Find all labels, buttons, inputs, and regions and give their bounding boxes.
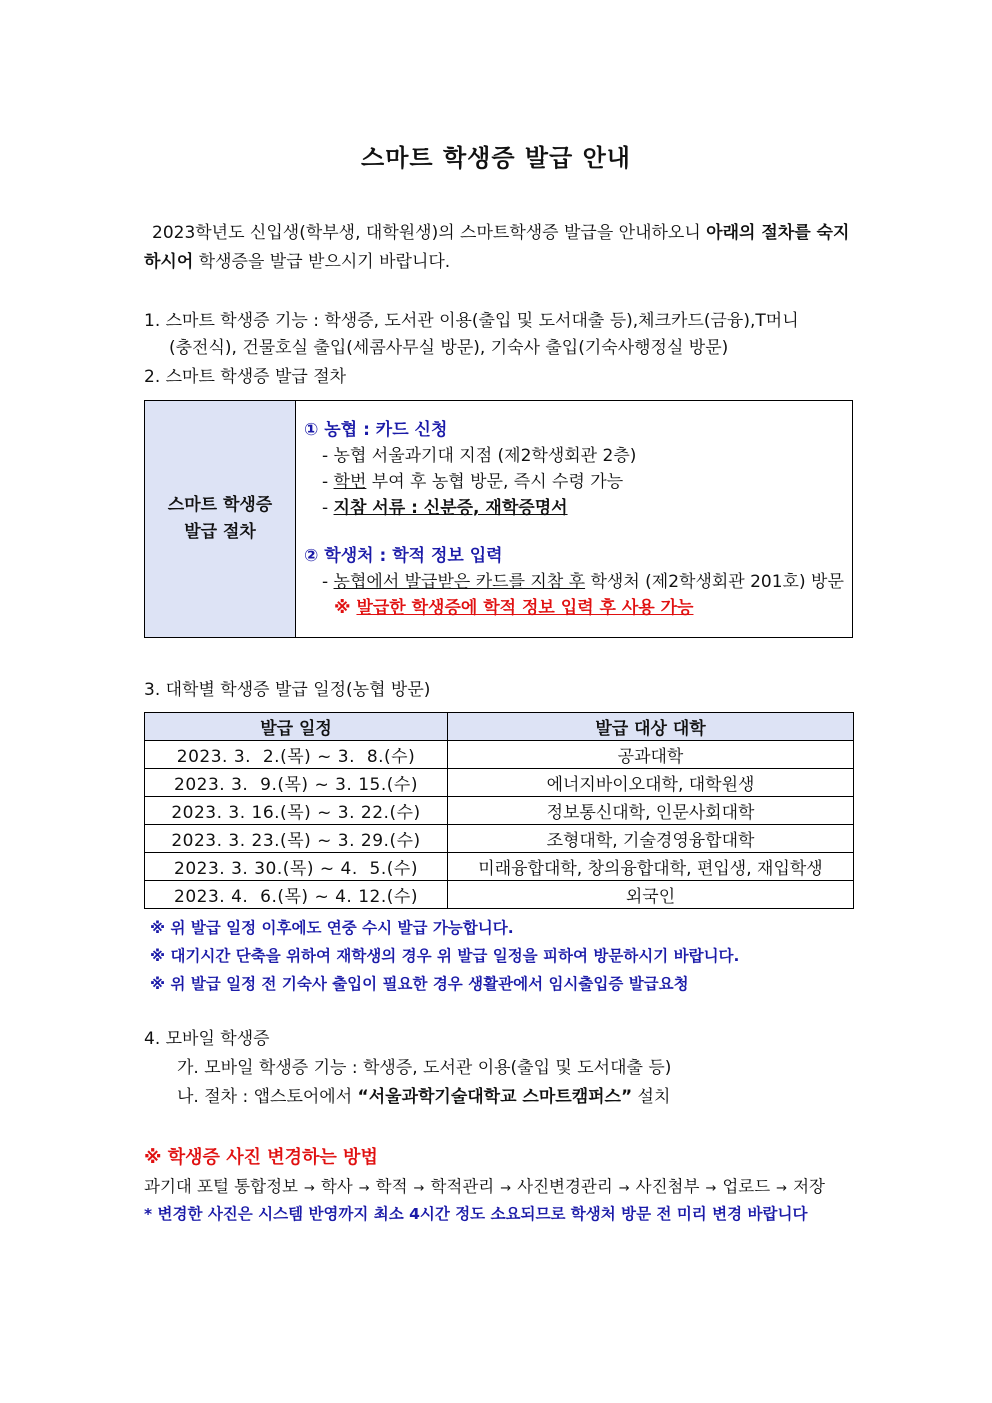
step-2-note-text: 발급한 학생증에 학적 정보 입력 후 사용 가능: [356, 598, 694, 618]
photo-change-path: [144, 1173, 825, 1197]
schedule-table: [144, 712, 854, 909]
step-2-title: ② 학생처 : 학적 정보 입력: [304, 546, 503, 566]
table-row: [145, 825, 854, 853]
arrow-right-icon: →: [413, 1181, 425, 1196]
schedule-notes: [150, 914, 850, 998]
table-row: [145, 853, 854, 881]
section-1: [144, 308, 856, 362]
section-4-item-na: [144, 1084, 856, 1111]
section-4-item-na-suffix: 설치: [632, 1087, 671, 1107]
arrow-right-icon: →: [776, 1181, 788, 1196]
schedule-header-college: 발급 대상 대학: [448, 713, 854, 741]
step-2-item-1-dash: -: [322, 572, 334, 592]
schedule-date: 2023. 3. 16.(목) ~ 3. 22.(수): [145, 797, 448, 825]
procedure-header-line-2: 발급 절차: [184, 522, 256, 542]
table-row: [145, 797, 854, 825]
path-step: 과기대 포털 통합정보: [144, 1177, 298, 1196]
section-4: [144, 1026, 856, 1111]
table-row: [145, 881, 854, 909]
step-2-note-mark: ※: [334, 598, 357, 618]
step-2-item-1: [304, 569, 844, 595]
section-1-line-2: (충전식), 건물호실 출입(세콤사무실 방문), 기숙사 출입(기숙사행정실 방문): [169, 338, 729, 358]
arrow-right-icon: →: [303, 1181, 315, 1196]
step-1-item-1: - 농협 서울과기대 지점 (제2학생회관 2층): [322, 446, 637, 466]
note-item: ※ 대기시간 단축을 위하여 재학생의 경우 위 발급 일정을 피하여 방문하시기 바랍니다.: [150, 947, 740, 965]
path-step: 학사: [320, 1177, 353, 1196]
step-1-item-2-dash: -: [322, 472, 334, 492]
arrow-right-icon: →: [500, 1181, 512, 1196]
page-title: 스마트 학생증 발급 안내: [361, 144, 631, 172]
schedule-college: 조형대학, 기술경영융합대학: [448, 825, 854, 853]
step-1-item-3-docs: 지참 서류 : 신분증, 재학증명서: [333, 498, 568, 518]
path-step: 업로드: [722, 1177, 771, 1196]
step-2-item-1-rest: 학생처 (제2학생회관 201호) 방문: [585, 572, 844, 592]
section-4-title: 4. 모바일 학생증: [144, 1029, 270, 1049]
step-1-item-2: [304, 469, 844, 495]
schedule-college: 공과대학: [448, 741, 854, 769]
section-4-item-ga: 가. 모바일 학생증 기능 : 학생증, 도서관 이용(출입 및 도서대출 등): [177, 1058, 672, 1078]
step-1-item-3: [304, 495, 844, 521]
schedule-date: 2023. 4. 6.(목) ~ 4. 12.(수): [145, 881, 448, 909]
procedure-header-cell: [145, 401, 296, 638]
section-4-item-na-prefix: 나. 절차 : 앱스토어에서: [177, 1087, 358, 1107]
app-name: “서울과학기술대학교 스마트캠퍼스”: [357, 1087, 633, 1107]
section-1-line-1: 1. 스마트 학생증 기능 : 학생증, 도서관 이용(출입 및 도서대출 등),체크카드(금융),T머니: [144, 311, 799, 331]
table-row: [145, 741, 854, 769]
path-step: 저장: [793, 1177, 825, 1196]
schedule-date: 2023. 3. 9.(목) ~ 3. 15.(수): [145, 769, 448, 797]
procedure-table: [144, 400, 853, 638]
path-step: 사진변경관리: [517, 1177, 613, 1196]
step-1-item-2-underlined: 학번: [333, 472, 367, 492]
section-3-title: 3. 대학별 학생증 발급 일정(농협 방문): [144, 680, 431, 700]
note-item: ※ 위 발급 일정 전 기숙사 출입이 필요한 경우 생활관에서 임시출입증 발급요청: [150, 975, 689, 993]
schedule-college: 에너지바이오대학, 대학원생: [448, 769, 854, 797]
path-step: 학적관리: [430, 1177, 495, 1196]
table-row: [145, 769, 854, 797]
intro-bold: 아래의 절차를 숙지하시어: [144, 223, 850, 272]
arrow-right-icon: →: [705, 1181, 717, 1196]
schedule-date: 2023. 3. 2.(목) ~ 3. 8.(수): [145, 741, 448, 769]
procedure-body-cell: [296, 401, 853, 638]
procedure-header-line-1: 스마트 학생증: [167, 495, 273, 515]
arrow-right-icon: →: [618, 1181, 630, 1196]
step-2-item-1-underlined: 농협에서 발급받은 카드를 지참 후: [333, 572, 586, 592]
path-step: 학적: [375, 1177, 408, 1196]
intro-paragraph: [144, 219, 854, 277]
intro-text-1: 2023학년도 신입생(학부생, 대학원생)의 스마트학생증 발급을 안내하오니: [152, 223, 707, 243]
path-step: 사진첨부: [635, 1177, 700, 1196]
step-2-note: [304, 595, 844, 621]
schedule-date: 2023. 3. 30.(목) ~ 4. 5.(수): [145, 853, 448, 881]
schedule-header-row: [145, 713, 854, 741]
schedule-college: 외국인: [448, 881, 854, 909]
step-1-item-3-dash: -: [322, 498, 334, 518]
schedule-college: 미래융합대학, 창의융합대학, 편입생, 재입학생: [448, 853, 854, 881]
note-item: ※ 위 발급 일정 이후에도 연중 수시 발급 가능합니다.: [150, 919, 514, 937]
intro-text-2: 학생증을 발급 받으시기 바랍니다.: [193, 252, 451, 272]
schedule-header-date: 발급 일정: [145, 713, 448, 741]
section-2-title: 2. 스마트 학생증 발급 절차: [144, 367, 347, 387]
schedule-date: 2023. 3. 23.(목) ~ 3. 29.(수): [145, 825, 448, 853]
step-1-item-2-rest: 부여 후 농협 방문, 즉시 수령 가능: [366, 472, 624, 492]
photo-change-note: * 변경한 사진은 시스템 반영까지 최소 4시간 정도 소요되므로 학생처 방문 전 미리 변경 바랍니다: [144, 1205, 808, 1223]
photo-change-heading: ※ 학생증 사진 변경하는 방법: [144, 1147, 378, 1168]
step-1-title: ① 농협 : 카드 신청: [304, 420, 448, 440]
schedule-college: 정보통신대학, 인문사회대학: [448, 797, 854, 825]
arrow-right-icon: →: [358, 1181, 370, 1196]
